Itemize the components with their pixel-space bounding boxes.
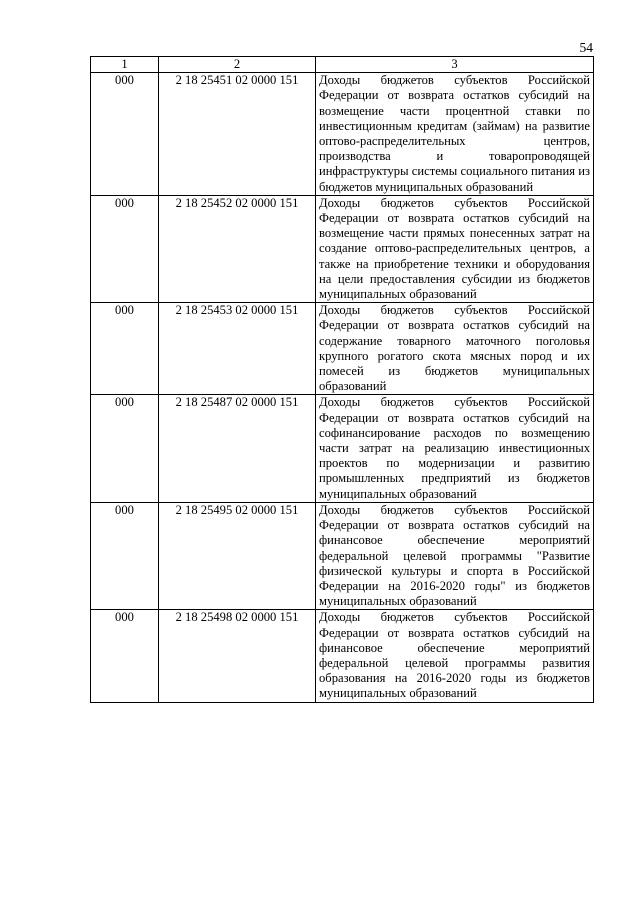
column-header-2: 2 — [159, 57, 316, 73]
table-row — [91, 610, 594, 702]
table-row — [91, 73, 594, 196]
budget-classification-table — [90, 56, 594, 703]
description-cell: Доходы бюджетов субъектов Российской Федерации от возврата остатков субсидий на возмещение части процентной ставки по инвестиционным кредитам (займам) на развитие оптово-распределительных центров, производства и товаропроводящей инфраструктуры системы социального питания из бюджетов муниципальных образований — [316, 73, 594, 196]
kbk-code-cell: 2 18 25498 02 0000 151 — [159, 610, 316, 702]
page-number: 54 — [579, 40, 593, 55]
kbk-code-cell: 2 18 25495 02 0000 151 — [159, 502, 316, 609]
description-cell: Доходы бюджетов субъектов Российской Федерации от возврата остатков субсидий на софинансирование расходов по возмещению части затрат на реализацию инвестиционных проектов по модернизации и развитию промышленных предприятий из бюджетов муниципальных образований — [316, 395, 594, 502]
kbk-code-cell: 2 18 25453 02 0000 151 — [159, 303, 316, 395]
kbk-code-cell: 2 18 25451 02 0000 151 — [159, 73, 316, 196]
admin-code-cell: 000 — [91, 395, 159, 502]
table-header-row — [91, 57, 594, 73]
admin-code-cell: 000 — [91, 195, 159, 302]
table-row — [91, 303, 594, 395]
admin-code-cell: 000 — [91, 303, 159, 395]
kbk-code-cell: 2 18 25487 02 0000 151 — [159, 395, 316, 502]
column-header-3: 3 — [316, 57, 594, 73]
table-row — [91, 195, 594, 302]
description-cell: Доходы бюджетов субъектов Российской Федерации от возврата остатков субсидий на финансовое обеспечение мероприятий федеральной целевой программы развития образования на 2016-2020 годы из бюджетов муниципальных образований — [316, 610, 594, 702]
table-row — [91, 395, 594, 502]
admin-code-cell: 000 — [91, 73, 159, 196]
admin-code-cell: 000 — [91, 502, 159, 609]
description-cell: Доходы бюджетов субъектов Российской Федерации от возврата остатков субсидий на содержание товарного маточного поголовья крупного рогатого скота мясных пород и их помесей из бюджетов муниципальных образований — [316, 303, 594, 395]
table-row — [91, 502, 594, 609]
kbk-code-cell: 2 18 25452 02 0000 151 — [159, 195, 316, 302]
description-cell: Доходы бюджетов субъектов Российской Федерации от возврата остатков субсидий на возмещение части прямых понесенных затрат на создание оптово-распределительных центров, а также на приобретение техники и оборудования на цели предоставления субсидии из бюджетов муниципальных образований — [316, 195, 594, 302]
description-cell: Доходы бюджетов субъектов Российской Федерации от возврата остатков субсидий на финансовое обеспечение мероприятий федеральной целевой программы "Развитие физической культуры и спорта в Российской Федерации на 2016-2020 годы" из бюджетов муниципальных образований — [316, 502, 594, 609]
column-header-1: 1 — [91, 57, 159, 73]
admin-code-cell: 000 — [91, 610, 159, 702]
